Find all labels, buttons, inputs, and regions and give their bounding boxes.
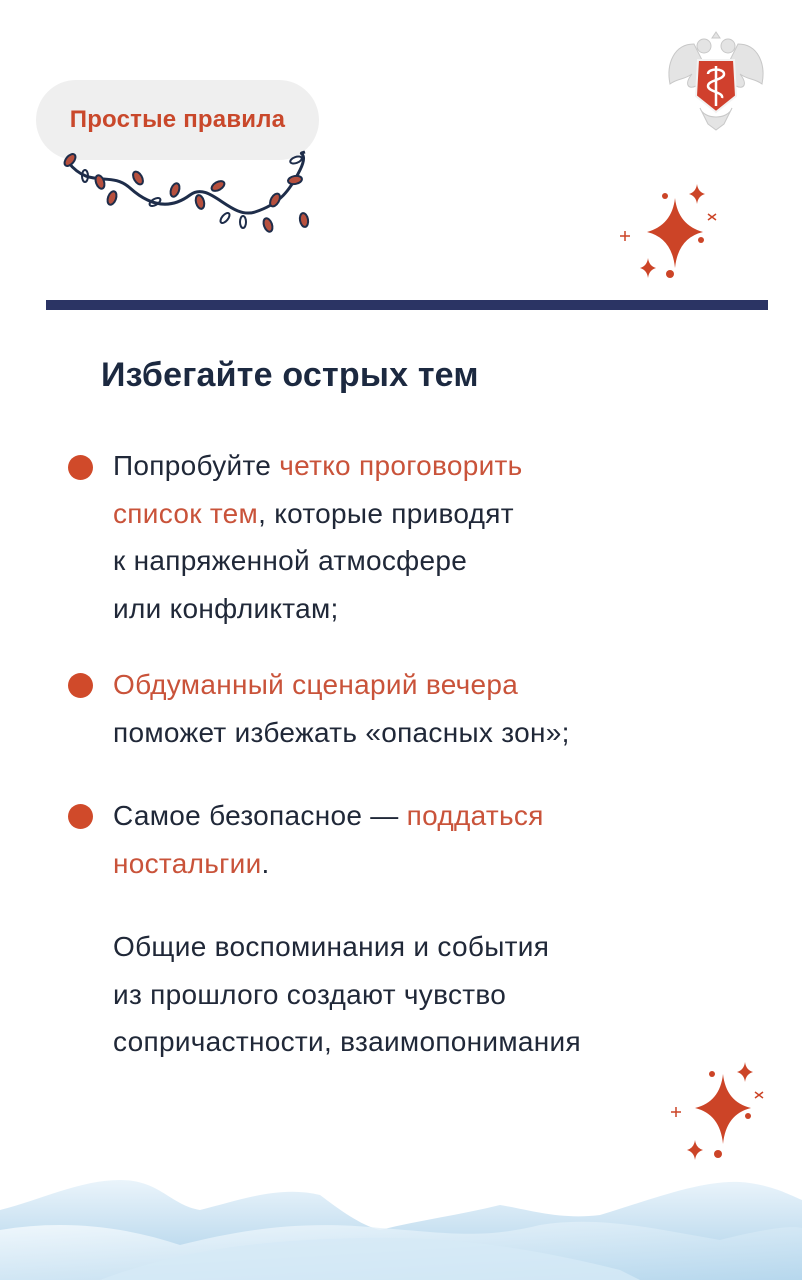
- closing-paragraph: [113, 923, 713, 1066]
- snow-drifts-decoration: [0, 1170, 802, 1280]
- text-line: Общие воспоминания и события: [113, 931, 550, 962]
- bullet-icon: [68, 673, 93, 698]
- bullet-icon: [68, 455, 93, 480]
- section-badge-label: Простые правила: [69, 106, 286, 133]
- text-line: сопричастности, взаимопонимания: [113, 1026, 581, 1057]
- highlighted-text: Обдуманный сценарий вечера: [113, 669, 519, 700]
- text-segment: .: [261, 847, 270, 879]
- text-line: или конфликтам;: [113, 592, 339, 624]
- section-badge: [36, 80, 319, 160]
- list-item-text: [113, 442, 713, 632]
- highlighted-text: ностальгии: [113, 847, 262, 879]
- text-line: из прошлого создают чувство: [113, 978, 507, 1010]
- text-line: поможет избежать «опасных зон»;: [113, 716, 570, 748]
- highlighted-text: список тем: [113, 497, 259, 529]
- section-divider: [46, 300, 768, 310]
- ministry-of-health-emblem-icon: [664, 24, 768, 134]
- list-item-text: [113, 792, 713, 887]
- sparkle-stars-icon: [665, 1060, 775, 1160]
- page-title: Избегайте острых тем: [101, 356, 479, 394]
- text-segment: , которые приводят: [258, 497, 514, 529]
- text-line: к напряженной атмосфере: [113, 545, 468, 576]
- text-segment: Самое безопасное —: [113, 800, 407, 831]
- text-segment: Попробуйте: [113, 450, 280, 481]
- sparkle-stars-icon: [615, 180, 725, 280]
- highlighted-text: четко проговорить: [279, 450, 523, 481]
- list-item-text: [113, 661, 713, 756]
- highlighted-text: поддаться: [406, 800, 544, 831]
- bullet-icon: [68, 804, 93, 829]
- christmas-lights-garland-icon: [60, 150, 320, 240]
